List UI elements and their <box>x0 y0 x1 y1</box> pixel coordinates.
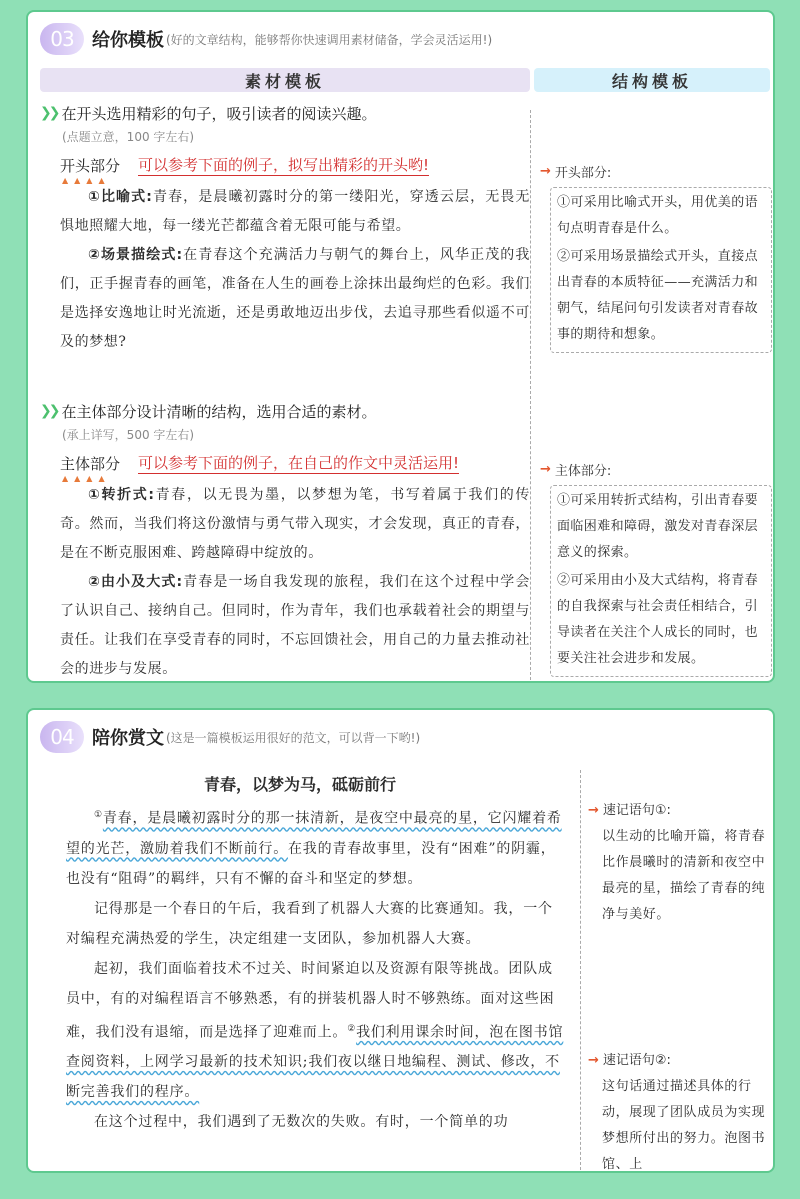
opening-notes <box>540 162 772 353</box>
body-item-2: ②由小及大式:青春是一场自我发现的旅程，我们在这个过程中学会了认识自己、接纳自己。但同时，作为青年，我们也承载着社会的期望与责任。让我们在享受青春的同时，不忘回馈社会，用自己的力量去推动社会的进步与发展。 <box>60 574 530 677</box>
note-item: ①可采用比喻式开头，用优美的语句点明青春是什么。 <box>557 195 759 236</box>
opening-hint: (点题立意，100 字左右) <box>62 130 195 144</box>
triangle-dots-icon: ▲▲▲▲ <box>62 473 111 483</box>
opening-label-line <box>60 153 530 185</box>
section-header <box>40 720 420 754</box>
section-number-badge: 04 <box>40 721 84 753</box>
section-title: 陪你赏文 <box>92 728 164 749</box>
structure-template-header: 结构模板 <box>534 68 770 92</box>
body-section <box>40 400 530 683</box>
opening-task: ❯❯ 在开头选用精彩的句子，吸引读者的阅读兴趣。 <box>40 104 377 123</box>
arrow-right-icon: → <box>588 1053 599 1068</box>
column-divider <box>580 770 581 1170</box>
body-note-head: → 主体部分: <box>540 462 612 479</box>
body-item-1: ①转折式:青春，以无畏为墨，以梦想为笔，书写着属于我们的传奇。然而，当我们将这份激情与勇气带入现实，才会发现，真正的青春，是在不断克服困难、跨越障碍中绽放的。 <box>60 487 531 561</box>
highlight-sentence-2: 我们利用课余时间，泡在图书馆查阅资料，上网学习最新的技术知识;我们夜以继日地编程、测试、修改，不断完善我们的程序。 <box>66 1024 564 1101</box>
opening-note-box <box>550 187 772 353</box>
note-item: ①可采用转折式结构，引出青春要面临困难和障碍，激发对青春深层意义的探索。 <box>557 493 759 560</box>
body-hint: (承上详写，500 字左右) <box>62 428 195 442</box>
memo-2: → 速记语句②: 这句话通过描述具体的行动，展现了团队成员为实现梦想所付出的努力。泡图书馆、上 <box>588 1048 768 1173</box>
note-item: ②可采用由小及大式结构，将青春的自我探索与社会责任相结合，引导读者在关注个人成长的同时，也要关注社会进步和发展。 <box>557 573 759 666</box>
note-item: ②可采用场景描绘式开头，直接点出青春的本质特征——充满活力和朝气，结尾问句引发读者对青春故事的期待和想象。 <box>557 249 759 342</box>
arrow-right-icon: → <box>540 164 551 179</box>
essay-paragraph: ①青春，是晨曦初露时分的那一抹清新，是夜空中最亮的星，它闪耀着希望的光芒，激励着我们不断前行。在我的青春故事里，没有“困难”的阴霾，也没有“阻碍”的羁绊，只有不懈的奋斗和坚定的梦想。 <box>66 810 562 887</box>
body-note-box <box>550 485 772 677</box>
opening-section <box>40 102 530 357</box>
opening-note-head: → 开头部分: <box>540 164 612 181</box>
opening-item-1: ①比喻式:青春，是晨曦初露时分的第一缕阳光，穿透云层，无畏无惧地照耀大地，每一缕光芒都蕴含着无限可能与希望。 <box>60 189 531 234</box>
essay-body <box>66 800 564 1137</box>
double-arrow-icon: ❯❯ <box>40 403 58 419</box>
opening-tip: 可以参考下面的例子，拟写出精彩的开头哟! <box>138 156 430 174</box>
arrow-right-icon: → <box>588 803 599 818</box>
section-subtitle: (好的文章结构，能够帮你快速调用素材储备，学会灵活运用!) <box>166 32 493 47</box>
essay-card <box>26 708 775 1173</box>
template-card <box>26 10 775 683</box>
section-header <box>40 22 492 56</box>
essay-paragraph: 起初，我们面临着技术不过关、时间紧迫以及资源有限等挑战。团队成员中，有的对编程语言不够熟悉，有的拼装机器人时不够熟练。面对这些困难，我们没有退缩，而是选择了迎难而上。②我们利用课余时间，泡在图书馆查阅资料，上网学习最新的技术知识;我们夜以继日地编程、测试、修改，不断完善我们的程序。 <box>66 960 564 1101</box>
body-notes <box>540 460 772 677</box>
essay-title: 青春，以梦为马，砥砺前行 <box>203 775 396 794</box>
opening-item-2: ②场景描绘式:在青春这个充满活力与朝气的舞台上，风华正茂的我们，正手握青春的画笔，准备在人生的画卷上涂抹出最绚烂的色彩。我们是选择安逸地让时光流逝，还是勇敢地迈出步伐，去追寻那些看似遥不可及的梦想? <box>60 247 530 350</box>
material-template-header: 素材模板 <box>40 68 530 92</box>
body-label-line <box>60 451 530 483</box>
section-number-badge: 03 <box>40 23 84 55</box>
body-label: 主体部分 ▲▲▲▲ <box>60 454 121 483</box>
essay-paragraph: 在这个过程中，我们遇到了无数次的失败。有时，一个简单的功 <box>94 1114 509 1131</box>
section-subtitle: (这是一篇模板运用很好的范文，可以背一下哟!) <box>166 730 421 745</box>
body-task: ❯❯ 在主体部分设计清晰的结构，选用合适的素材。 <box>40 402 377 421</box>
highlight-sentence-1: 青春，是晨曦初露时分的那一抹清新，是夜空中最亮的星，它闪耀着希望的光芒，激励着我们不断前行。 <box>66 810 562 857</box>
section-title: 给你模板 <box>92 30 164 51</box>
opening-label: 开头部分 ▲▲▲▲ <box>60 156 121 185</box>
memo-1: → 速记语句①: 以生动的比喻开篇，将青春比作晨曦时的清新和夜空中最亮的星，描绘了青春的纯净与美好。 <box>588 798 768 928</box>
body-tip: 可以参考下面的例子，在自己的作文中灵活运用! <box>138 454 460 472</box>
column-divider <box>530 110 531 683</box>
double-arrow-icon: ❯❯ <box>40 105 58 121</box>
arrow-right-icon: → <box>540 462 551 477</box>
triangle-dots-icon: ▲▲▲▲ <box>62 175 111 185</box>
essay-paragraph: 记得那是一个春日的午后，我看到了机器人大赛的比赛通知。我，一个对编程充满热爱的学生，决定组建一支团队，参加机器人大赛。 <box>66 900 553 947</box>
